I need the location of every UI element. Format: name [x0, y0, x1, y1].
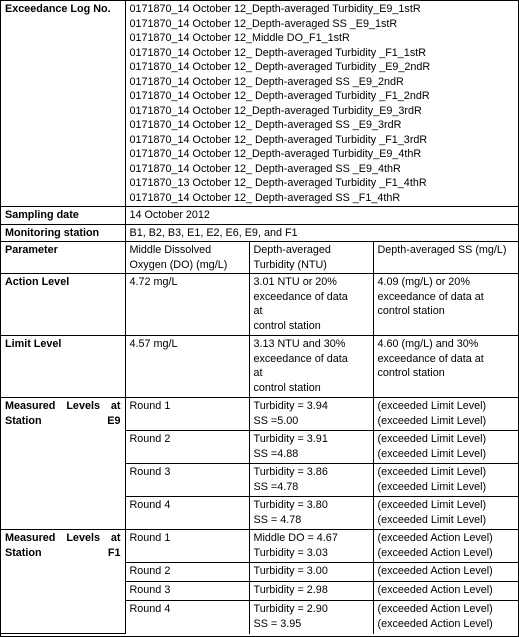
station-e9-reading: SS =5.00 — [253, 414, 299, 427]
station-e9-status — [373, 431, 518, 464]
station-f1-round-label: Round 1 — [125, 530, 249, 563]
station-e9-round-label: Round 2 — [125, 431, 249, 464]
exceedance-log-entry: 0171870_14 October 12_ Depth-averaged SS _E9_2ndR — [129, 75, 404, 88]
station-e9-readings — [249, 497, 373, 530]
station-e9-status-text: (exceeded Limit Level) — [377, 466, 487, 478]
station-f1-status-text: (exceeded Action Level) — [377, 584, 493, 596]
row-parameter — [1, 242, 518, 274]
station-f1-reading: Middle DO = 4.67 — [253, 532, 338, 544]
station-e9-status-text: (exceeded Limit Level) — [377, 480, 487, 493]
action-level-ss: 4.09 (mg/L) or 20% exceedance of data at control station — [373, 274, 518, 336]
station-e9-reading: Turbidity = 3.86 — [253, 466, 328, 478]
monitoring-station-value: B1, B2, B3, E1, E2, E6, E9, and F1 — [125, 224, 518, 242]
station-f1-status-text: (exceeded Action Level) — [377, 565, 493, 577]
parameter-label: Parameter — [1, 242, 125, 274]
limit-level-do: 4.57 mg/L — [125, 336, 249, 398]
parameter-do: Middle Dissolved Oxygen (DO) (mg/L) — [125, 242, 249, 274]
sampling-date-value: 14 October 2012 — [125, 207, 518, 225]
station-f1-reading: Turbidity = 3.03 — [253, 546, 328, 559]
station-e9-status-text: (exceeded Limit Level) — [377, 447, 487, 460]
station-e9-readings — [249, 398, 373, 431]
station-e9-round-label: Round 1 — [125, 398, 249, 431]
station-e9-status — [373, 464, 518, 497]
action-turbidity-line: at — [253, 305, 263, 317]
parameter-ss: Depth-averaged SS (mg/L) — [373, 242, 518, 274]
station-e9-label: Measured Levels at Station E9 — [1, 398, 125, 530]
row-exceedance-log — [1, 1, 518, 207]
exceedance-log-entry: 0171870_14 October 12_Depth-averaged Turbidity_E9_4thR — [129, 148, 422, 160]
exceedance-table — [1, 1, 518, 634]
limit-turbidity-line: control station — [253, 381, 321, 394]
exceedance-log-entry: 0171870_14 October 12_Depth-averaged Turbidity_E9_3rdR — [129, 104, 422, 117]
station-e9-reading: Turbidity = 3.91 — [253, 433, 328, 445]
station-f1-round-label: Round 3 — [125, 582, 249, 601]
exceedance-log-entry: 0171870_14 October 12_ Depth-averaged Turbidity _F1_3rdR — [129, 133, 428, 146]
station-f1-reading: Turbidity = 2.90 — [253, 603, 328, 615]
action-turbidity-line: control station — [253, 319, 321, 332]
exceedance-log-entry: 0171870_14 October 12_Depth-averaged SS _E9_1stR — [129, 17, 398, 30]
limit-turbidity-line: exceedance of data — [253, 352, 348, 365]
exceedance-log-entry: 0171870_14 October 12_ Depth-averaged SS _E9_4thR — [129, 162, 401, 175]
action-turbidity-line: 3.01 NTU or 20% — [253, 276, 337, 288]
station-e9-status-text: (exceeded Limit Level) — [377, 414, 487, 427]
row-sampling-date — [1, 207, 518, 225]
exceedance-log-entry: 0171870_13 October 12_ Depth-averaged Turbidity _F1_4thR — [129, 177, 427, 189]
station-f1-reading: Turbidity = 2.98 — [253, 584, 328, 596]
station-f1-status-text: (exceeded Action Level) — [377, 546, 493, 559]
row-limit-level — [1, 336, 518, 398]
exceedance-log-entry: 0171870_14 October 12_Depth-averaged Turbidity_E9_1stR — [129, 3, 421, 15]
sampling-date-label: Sampling date — [1, 207, 125, 225]
station-e9-reading: Turbidity = 3.80 — [253, 499, 328, 511]
station-f1-status — [373, 601, 518, 634]
station-e9-status-text: (exceeded Limit Level) — [377, 400, 487, 412]
monitoring-station-label: Monitoring station — [1, 224, 125, 242]
station-f1-status-text: (exceeded Action Level) — [377, 617, 493, 630]
station-e9-round-row — [1, 398, 518, 431]
station-e9-reading: Turbidity = 3.94 — [253, 400, 328, 412]
action-level-turbidity — [249, 274, 373, 336]
station-e9-status — [373, 497, 518, 530]
row-monitoring-station — [1, 224, 518, 242]
exceedance-log-entry: 0171870_14 October 12_Middle DO_F1_1stR — [129, 32, 350, 44]
station-f1-status — [373, 563, 518, 582]
exceedance-log-entries — [125, 1, 518, 207]
station-f1-label: Measured Levels at Station F1 — [1, 530, 125, 634]
row-action-level — [1, 274, 518, 336]
limit-level-turbidity — [249, 336, 373, 398]
limit-level-label: Limit Level — [1, 336, 125, 398]
station-f1-round-label: Round 4 — [125, 601, 249, 634]
station-e9-readings — [249, 431, 373, 464]
limit-turbidity-line: at — [253, 367, 263, 379]
station-f1-status — [373, 530, 518, 563]
station-f1-readings — [249, 601, 373, 634]
station-f1-status-text: (exceeded Action Level) — [377, 532, 493, 544]
parameter-turbidity: Depth-averaged Turbidity (NTU) — [249, 242, 373, 274]
exceedance-log-entry: 0171870_14 October 12_ Depth-averaged SS _F1_4thR — [129, 191, 401, 204]
station-e9-round-label: Round 3 — [125, 464, 249, 497]
action-level-label: Action Level — [1, 274, 125, 336]
station-f1-reading: Turbidity = 3.00 — [253, 565, 328, 577]
station-e9-status-text: (exceeded Limit Level) — [377, 433, 487, 445]
limit-turbidity-line: 3.13 NTU and 30% — [253, 338, 346, 350]
station-e9-round-label: Round 4 — [125, 497, 249, 530]
station-f1-readings — [249, 530, 373, 563]
exceedance-log-entry: 0171870_14 October 12_ Depth-averaged SS _E9_3rdR — [129, 119, 402, 131]
station-e9-readings — [249, 464, 373, 497]
station-f1-readings — [249, 582, 373, 601]
station-f1-status-text: (exceeded Action Level) — [377, 603, 493, 615]
station-e9-reading: SS =4.78 — [253, 480, 299, 493]
station-e9-reading: SS =4.88 — [253, 447, 299, 460]
station-f1-round-label: Round 2 — [125, 563, 249, 582]
action-level-do: 4.72 mg/L — [125, 274, 249, 336]
station-f1-status — [373, 582, 518, 601]
limit-level-ss: 4.60 (mg/L) and 30% exceedance of data at control station — [373, 336, 518, 398]
exceedance-log-entry: 0171870_14 October 12_ Depth-averaged Turbidity _F1_2ndR — [129, 90, 430, 102]
exceedance-log-label: Exceedance Log No. — [1, 1, 125, 207]
exceedance-log-entry: 0171870_14 October 12_ Depth-averaged Turbidity _F1_1stR — [129, 46, 427, 59]
station-e9-status-text: (exceeded Limit Level) — [377, 499, 487, 511]
station-e9-reading: SS = 4.78 — [253, 513, 302, 526]
action-turbidity-line: exceedance of data — [253, 290, 348, 303]
station-e9-status-text: (exceeded Limit Level) — [377, 513, 487, 526]
exceedance-log-entry: 0171870_14 October 12_ Depth-averaged Turbidity _E9_2ndR — [129, 61, 431, 73]
station-f1-reading: SS = 3.95 — [253, 617, 302, 630]
station-e9-status — [373, 398, 518, 431]
station-f1-round-row — [1, 530, 518, 563]
station-f1-readings — [249, 563, 373, 582]
